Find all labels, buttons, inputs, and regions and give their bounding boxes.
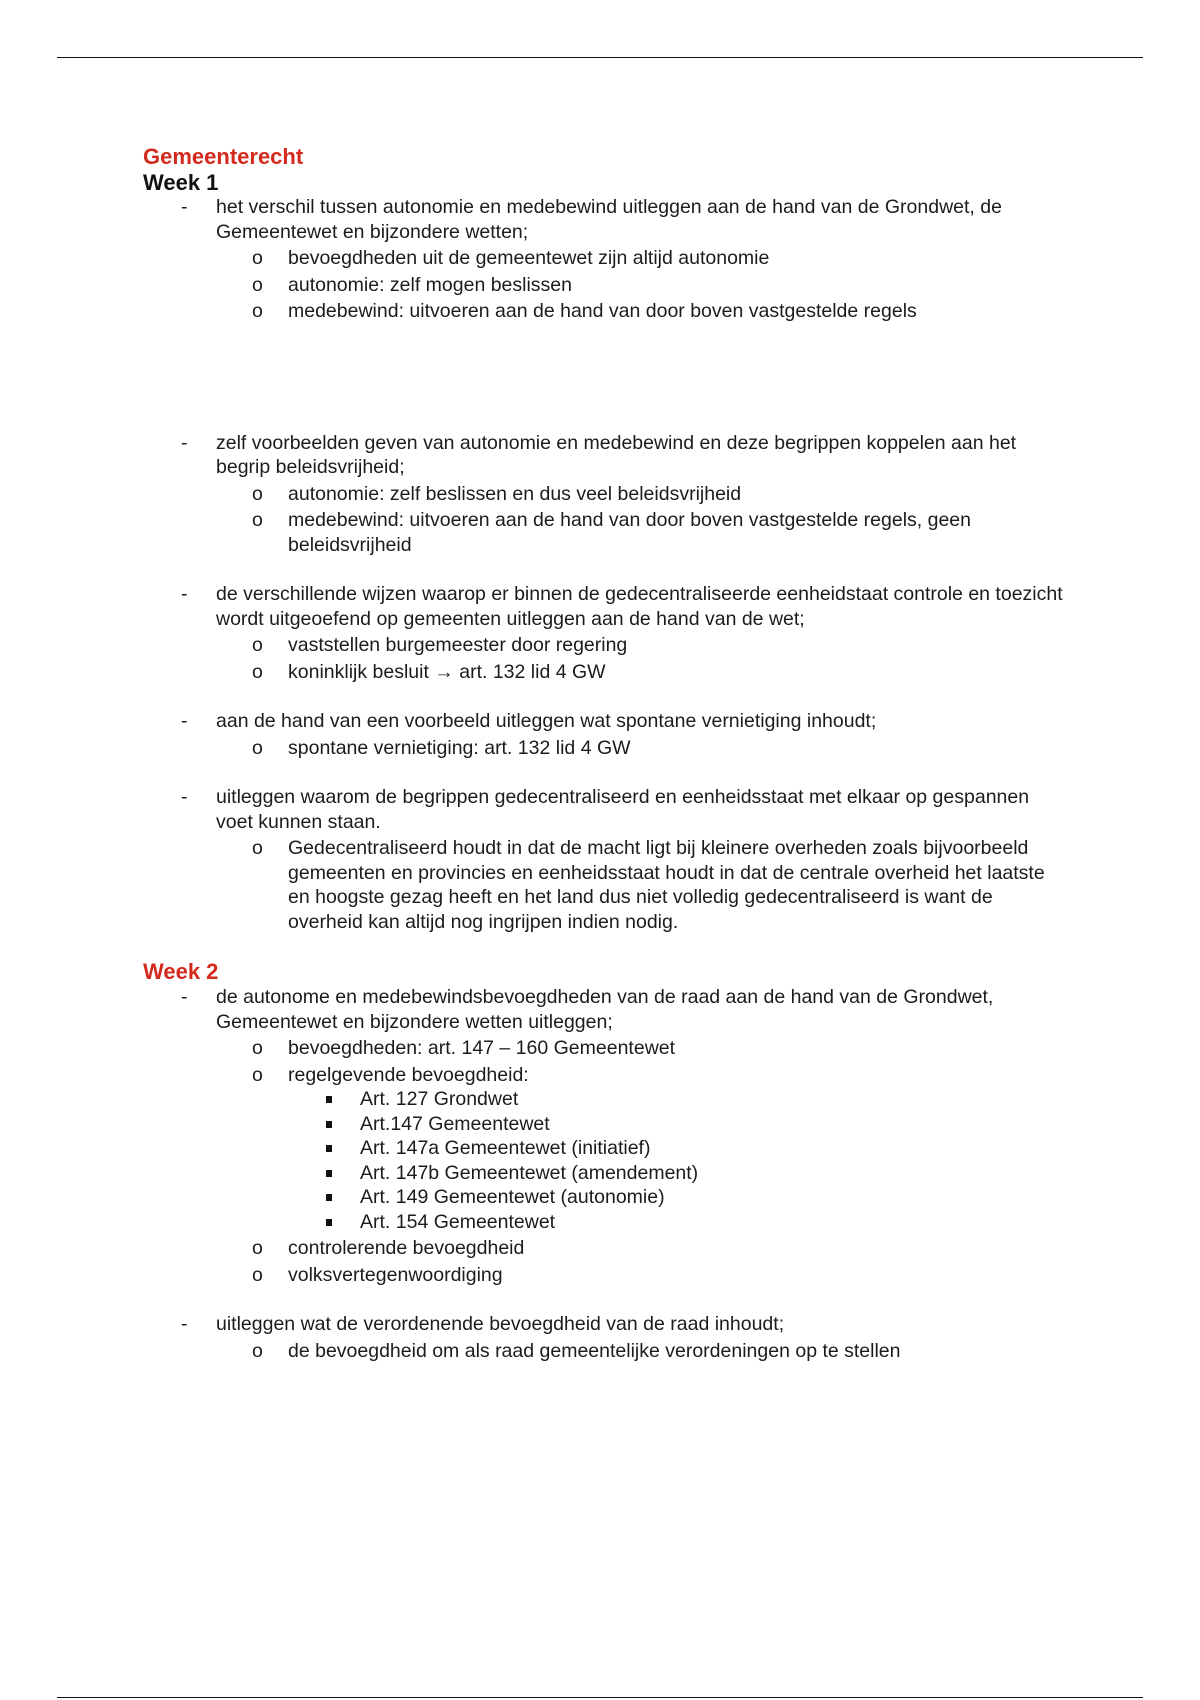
list-item xyxy=(143,709,1063,734)
list-item xyxy=(143,195,1063,244)
circle-bullet: o xyxy=(252,273,263,296)
sub-item xyxy=(143,836,1063,934)
sub-item-text: autonomie: zelf beslissen en dus veel beleidsvrijheid xyxy=(288,482,742,505)
circle-bullet: o xyxy=(252,482,263,505)
sub-sub-item-text: Art. 149 Gemeentewet (autonomie) xyxy=(360,1186,665,1208)
sub-sub-item xyxy=(143,1136,1063,1161)
circle-bullet: o xyxy=(252,300,263,322)
header-rule xyxy=(57,57,1143,58)
dash-bullet: - xyxy=(181,196,188,218)
circle-bullet: o xyxy=(252,247,263,269)
sub-item xyxy=(143,299,1063,324)
item-text: aan de hand van een voorbeeld uitleggen wat spontane vernietiging inhoudt; xyxy=(216,710,877,732)
item-text: uitleggen wat de verordenende bevoegdheid van de raad inhoudt; xyxy=(216,1313,785,1335)
document-title: Gemeenterecht xyxy=(143,144,304,169)
sub-item xyxy=(143,508,1063,557)
sub-item xyxy=(143,1339,1063,1364)
dash-bullet: - xyxy=(181,710,188,732)
sub-item xyxy=(143,273,1063,298)
sub-sub-item-text: Art. 147a Gemeentewet (initiatief) xyxy=(360,1137,651,1159)
sub-item-text: medebewind: uitvoeren aan de hand van door boven vastgestelde regels xyxy=(288,300,917,322)
sub-item xyxy=(143,1236,1063,1261)
sub-item xyxy=(143,736,1063,761)
dash-bullet: - xyxy=(181,786,188,808)
item-text: de verschillende wijzen waarop er binnen de gedecentraliseerde eenheidstaat controle en toezicht wordt uitgeoefend op gemeenten uitleggen aan de hand van de wet; xyxy=(216,583,1063,630)
sub-item-text: Gedecentraliseerd houdt in dat de macht ligt bij kleinere overheden zoals bijvoorbeeld gemeenten en provincies en eenheidsstaat houdt in dat de centrale overheid het laatste en hoogste gezag heeft en het land dus niet volledig gedecentraliseerd is want de overheid kan altijd nog ingrijpen indien nodig. xyxy=(288,837,1045,933)
sub-sub-item xyxy=(143,1210,1063,1235)
sub-sub-item xyxy=(143,1185,1063,1210)
circle-bullet: o xyxy=(252,1063,263,1086)
sub-item xyxy=(143,633,1063,658)
sub-sub-item xyxy=(143,1161,1063,1186)
sub-sub-item-text: Art. 127 Grondwet xyxy=(360,1088,519,1110)
dash-bullet: - xyxy=(181,583,188,605)
item-text: de autonome en medebewindsbevoegdheden van de raad aan de hand van de Grondwet, Gemeentewet en bijzondere wetten uitleggen; xyxy=(216,986,994,1033)
circle-bullet: o xyxy=(252,634,263,656)
sub-item xyxy=(143,1263,1063,1288)
footer-rule xyxy=(57,1697,1143,1698)
circle-bullet: o xyxy=(252,837,263,859)
sub-item xyxy=(143,482,1063,507)
document-body xyxy=(143,143,1063,1363)
spacer xyxy=(143,1287,1063,1312)
sub-sub-item xyxy=(143,1087,1063,1112)
sub-item-text: controlerende bevoegdheid xyxy=(288,1237,525,1259)
list-item xyxy=(143,785,1063,834)
list-item xyxy=(143,985,1063,1034)
square-bullet xyxy=(326,1145,332,1152)
sub-item-text: spontane vernietiging: art. 132 lid 4 GW xyxy=(288,736,631,759)
list-item xyxy=(143,1312,1063,1337)
square-bullet xyxy=(326,1194,332,1201)
dash-bullet: - xyxy=(181,1313,188,1335)
sub-item xyxy=(143,1036,1063,1061)
list-item xyxy=(143,582,1063,631)
circle-bullet: o xyxy=(252,1339,263,1362)
sub-sub-item-text: Art.147 Gemeentewet xyxy=(360,1112,550,1135)
sub-sub-item xyxy=(143,1112,1063,1137)
square-bullet xyxy=(326,1170,332,1177)
circle-bullet: o xyxy=(252,509,263,531)
sub-item-text: koninklijk besluit → art. 132 lid 4 GW xyxy=(288,660,606,683)
circle-bullet: o xyxy=(252,1237,263,1259)
circle-bullet: o xyxy=(252,1263,263,1286)
sub-item xyxy=(143,1063,1063,1088)
square-bullet xyxy=(326,1219,332,1226)
spacer xyxy=(143,760,1063,785)
sub-item-text: volksvertegenwoordiging xyxy=(288,1263,503,1286)
item-text: zelf voorbeelden geven van autonomie en medebewind en deze begrippen koppelen aan het begrip beleidsvrijheid; xyxy=(216,431,1017,478)
item-text: het verschil tussen autonomie en medebewind uitleggen aan de hand van de Grondwet, de Gemeentewet en bijzondere wetten; xyxy=(216,196,1002,243)
sub-item xyxy=(143,246,1063,271)
sub-item-text: regelgevende bevoegdheid: xyxy=(288,1063,529,1086)
dash-bullet: - xyxy=(181,431,188,454)
sub-item-text: medebewind: uitvoeren aan de hand van door boven vastgestelde regels, geen beleidsvrijheid xyxy=(288,509,971,556)
square-bullet xyxy=(326,1121,332,1128)
spacer xyxy=(143,557,1063,582)
week-2-heading: Week 2 xyxy=(143,959,219,984)
spacer xyxy=(143,324,1063,431)
circle-bullet: o xyxy=(252,660,263,683)
sub-item-text: bevoegdheden uit de gemeentewet zijn altijd autonomie xyxy=(288,247,770,269)
sub-item-text: vaststellen burgemeester door regering xyxy=(288,634,628,656)
sub-item-text: autonomie: zelf mogen beslissen xyxy=(288,273,572,296)
sub-sub-item-text: Art. 147b Gemeentewet (amendement) xyxy=(360,1161,699,1184)
week-1-heading: Week 1 xyxy=(143,170,219,195)
dash-bullet: - xyxy=(181,986,188,1008)
item-text: uitleggen waarom de begrippen gedecentraliseerd en eenheidsstaat met elkaar op gespannen voet kunnen staan. xyxy=(216,786,1030,833)
circle-bullet: o xyxy=(252,736,263,759)
sub-sub-item-text: Art. 154 Gemeentewet xyxy=(360,1210,556,1233)
circle-bullet: o xyxy=(252,1037,263,1059)
sub-item-text: de bevoegdheid om als raad gemeentelijke verordeningen op te stellen xyxy=(288,1339,901,1362)
square-bullet xyxy=(326,1096,332,1103)
spacer xyxy=(143,684,1063,709)
sub-item-text: bevoegdheden: art. 147 – 160 Gemeentewet xyxy=(288,1037,676,1059)
list-item xyxy=(143,431,1063,480)
sub-item xyxy=(143,660,1063,685)
